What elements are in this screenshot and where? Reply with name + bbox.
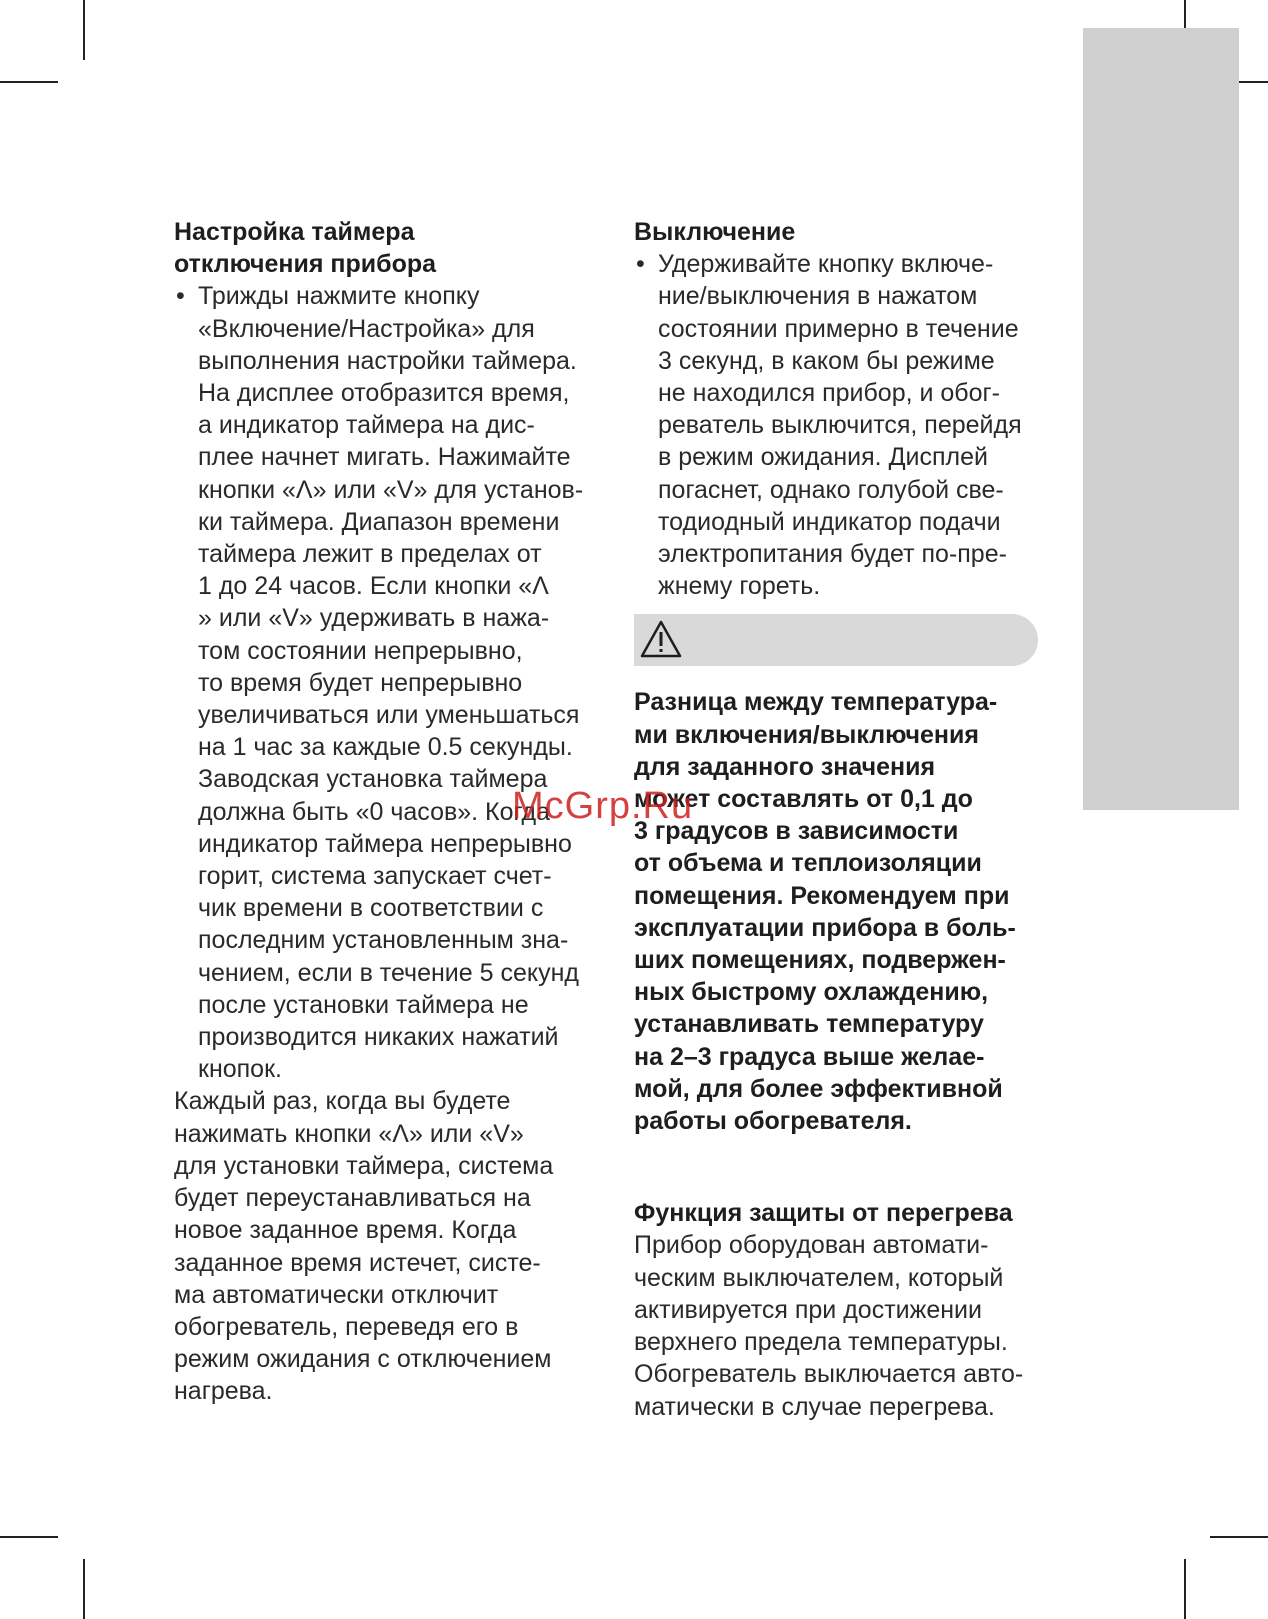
timer-section-title [174,216,594,280]
timer-bullet [174,280,594,1085]
right-column [634,216,1054,1423]
crop-mark [0,81,58,83]
crop-mark [83,1559,85,1619]
timer-bullet-text: Трижды нажмите кнопку «Включение/Настройка» для выполнения настройки таймера. На дисплее отобразится время, а индикатор таймера на дис- плее начнет мигать. Нажимайте кнопки «Λ» или «V» для установ- ки таймера. Диапазон времени таймера лежит в пределах от 1 до 24 часов. Если кнопки «Λ » или «V» удерживать в нажа- том состоянии непрерывно, то время будет непрерывно увеличиваться или уменьшаться на 1 час за каждые 0.5 секунды. Заводская установка таймера должна быть «0 часов». Когда индикатор таймера непрерывно горит, система запускает счет- чик времени в соответствии с последним установленным зна- чением, если в течение 5 секунд после установки таймера не производится никаких нажатий кнопок. [198,282,584,1084]
timer-title-line1: Настройка таймера [174,218,415,246]
timer-paragraph: Каждый раз, когда вы будете нажимать кнопки «Λ» или «V» для установки таймера, система будет переустанавливаться на новое заданное время. Когда заданное время истечет, систе- ма автоматически отключит обогреватель, переведя его в режим ожидания с отключением нагрева. [174,1087,554,1406]
crop-mark [0,1536,58,1538]
warning-bar [634,614,1038,666]
crop-mark [1184,1559,1186,1619]
bullet-dot: • [176,282,185,311]
crop-mark [1210,1536,1268,1538]
protect-section-title: Функция защиты от перегрева [634,1199,1013,1228]
off-bullet-text: Удерживайте кнопку включе- ние/выключения в нажатом состоянии примерно в течение 3 секунд, в каком бы режиме не находился прибор, и обог- реватель выключится, перейдя в режим ожидания. Дисплей погаснет, однако голубой све- тодиодный индикатор подачи электропитания будет по-пре- жнему гореть. [658,250,1022,601]
side-tab [1083,28,1239,810]
timer-title-line2: отключения прибора [174,250,437,279]
off-section-title: Выключение [634,218,796,246]
off-bullet [634,248,1054,602]
watermark: McGrp.Ru [512,785,694,827]
warning-triangle-icon [640,619,682,659]
crop-mark [83,0,85,60]
protect-text: Прибор оборудован автомати- ческим выключателем, который активируется при достижении верхнего предела температуры. Обогреватель выключается авто- матически в случае перегрева. [634,1231,1024,1421]
warning-text: Разница между температура- ми включения/выключения для заданного значения может составлять от 0,1 до 3 градусов в зависимости от объема и теплоизоляции помещения. Рекомендуем при эксплуатации прибора в боль- ших помещениях, подвержен- ных быстрому охлаждению, устанавливать температуру на 2–3 градуса выше желае- мой, для более эффективной работы обогревателя. [634,688,1016,1136]
bullet-dot: • [636,250,645,279]
